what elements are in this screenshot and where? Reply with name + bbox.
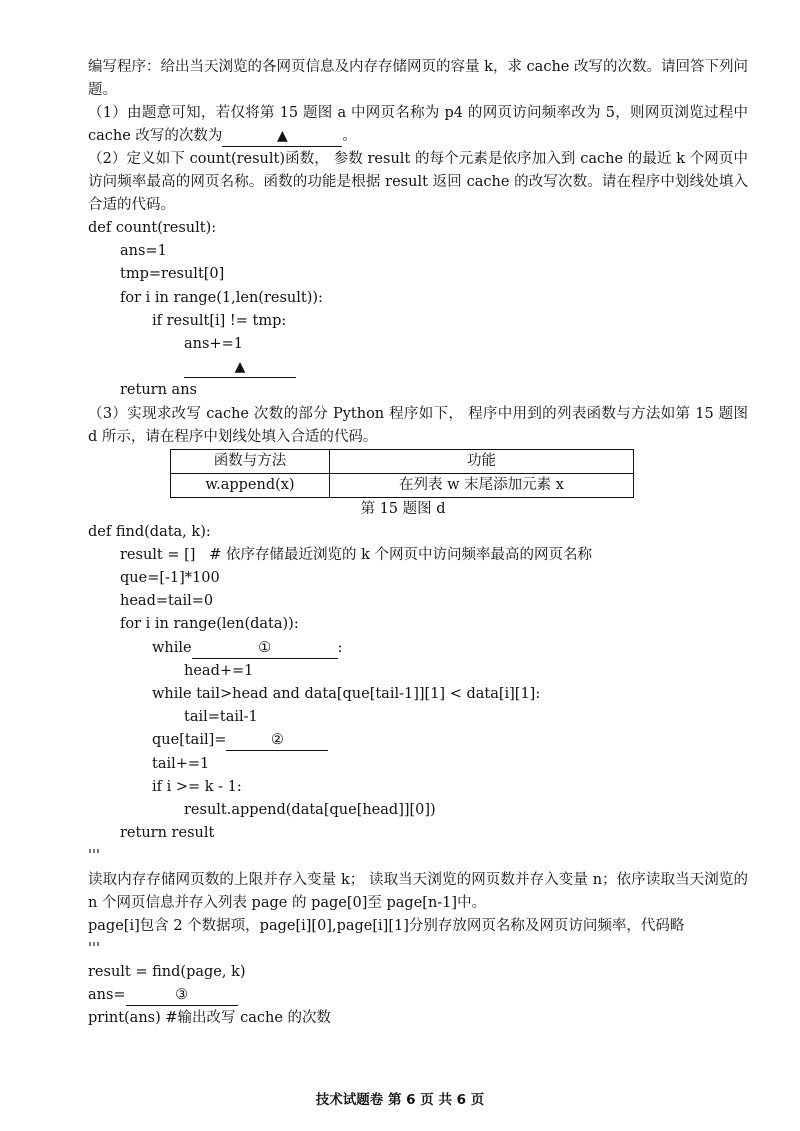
code-text: : [337, 639, 343, 656]
code-line: tmp=result[0] [120, 266, 225, 283]
code-text: while [152, 639, 192, 656]
code-line: tail+=1 [152, 755, 210, 772]
docstring-close: ''' [88, 940, 100, 957]
code-line: ans+=1 [184, 336, 243, 353]
code-line: return ans [120, 382, 197, 399]
blank-2-marker: ② [270, 732, 284, 749]
blank-1 [192, 639, 338, 659]
table-row [171, 473, 634, 497]
page-content [88, 56, 748, 1030]
question-1 [88, 102, 748, 148]
code-blank-line [88, 356, 748, 379]
code-def-count: def count(result): [88, 220, 217, 236]
table-header-cell: 功能 [330, 449, 634, 473]
code-line: for i in range(len(data)): [120, 616, 299, 633]
table-header-row [171, 449, 634, 473]
code-line: head=tail=0 [120, 593, 214, 610]
code-line: while tail>head and data[que[tail-1]][1] < data[i][1]: [152, 686, 541, 703]
code-line-blank-3 [88, 984, 748, 1007]
question-1-answer-blank [222, 127, 342, 147]
table-header-cell: 函数与方法 [171, 449, 330, 473]
code-line: tail=tail-1 [184, 709, 258, 726]
blank-2 [226, 731, 328, 751]
count-answer-blank [184, 358, 296, 378]
answer-marker: ▲ [277, 128, 288, 144]
answer-marker: ▲ [234, 359, 246, 376]
table-caption: 第 15 题图 d [360, 500, 446, 517]
intro-text: 编写程序：给出当天浏览的各网页信息及内存存储网页的容量 k，求 cache 改写的次数。请回答下列问题。 [88, 59, 748, 98]
blank-3-marker: ③ [175, 987, 189, 1004]
question-1-text: （1）由题意可知，若仅将第 15 题图 a 中网页名称为 p4 的网页访问频率改为 5，则网页浏览过程中 cache 改写的次数为 [88, 105, 748, 144]
docstring-open: ''' [88, 848, 100, 865]
docstring-line-1: 读取内存存储网页数的上限并存入变量 k； 读取当天浏览的网页数并存入变量 n；依序读取当天浏览的 n 个网页信息并存入列表 page 的 page[0]至 page[n-1]中。 [88, 871, 748, 911]
question-2: （2）定义如下 count(result)函数， 参数 result 的每个元素是依序加入到 cache 的最近 k 个网页中访问频率最高的网页名称。函数的功能是根据 result 返回 cache 的改写次数。请在程序中划线处填入合适的代码。 [88, 151, 748, 213]
code-line: result = find(page, k) [88, 963, 246, 980]
methods-table [170, 449, 634, 498]
code-line: result.append(data[que[head]][0]) [184, 802, 436, 819]
code-def-find: def find(data, k): [88, 523, 211, 540]
code-line: ans=1 [120, 243, 167, 260]
code-line-blank-2 [88, 729, 748, 752]
code-line: if result[i] != tmp: [152, 312, 287, 329]
code-line: print(ans) #输出改写 cache 的次数 [88, 1010, 332, 1027]
blank-1-marker: ① [258, 639, 272, 656]
code-line-blank-1 [88, 637, 748, 660]
code-line: result = [] # 依序存储最近浏览的 k 个网页中访问频率最高的网页名称 [120, 546, 593, 563]
code-text: que[tail]= [152, 732, 227, 749]
code-line: if i >= k - 1: [152, 778, 242, 795]
blank-3 [126, 986, 238, 1006]
table-cell: w.append(x) [171, 473, 330, 497]
docstring-line-2: page[i]包含 2 个数据项，page[i][0],page[i][1]分别存放网页名称及网页访问频率，代码略 [88, 917, 685, 934]
code-line: que=[-1]*100 [120, 570, 220, 587]
code-line: return result [120, 825, 215, 842]
code-line: for i in range(1,len(result)): [120, 289, 323, 306]
table-cell: 在列表 w 末尾添加元素 x [330, 473, 634, 497]
code-text: ans= [88, 987, 126, 1004]
code-line: head+=1 [184, 662, 254, 679]
question-3: （3）实现求改写 cache 次数的部分 Python 程序如下， 程序中用到的列表函数与方法如第 15 题图 d 所示，请在程序中划线处填入合适的代码。 [88, 405, 748, 445]
page-footer: 技术试题卷 第 6 页 共 6 页 [315, 1092, 485, 1108]
question-1-tail: 。 [342, 128, 357, 144]
